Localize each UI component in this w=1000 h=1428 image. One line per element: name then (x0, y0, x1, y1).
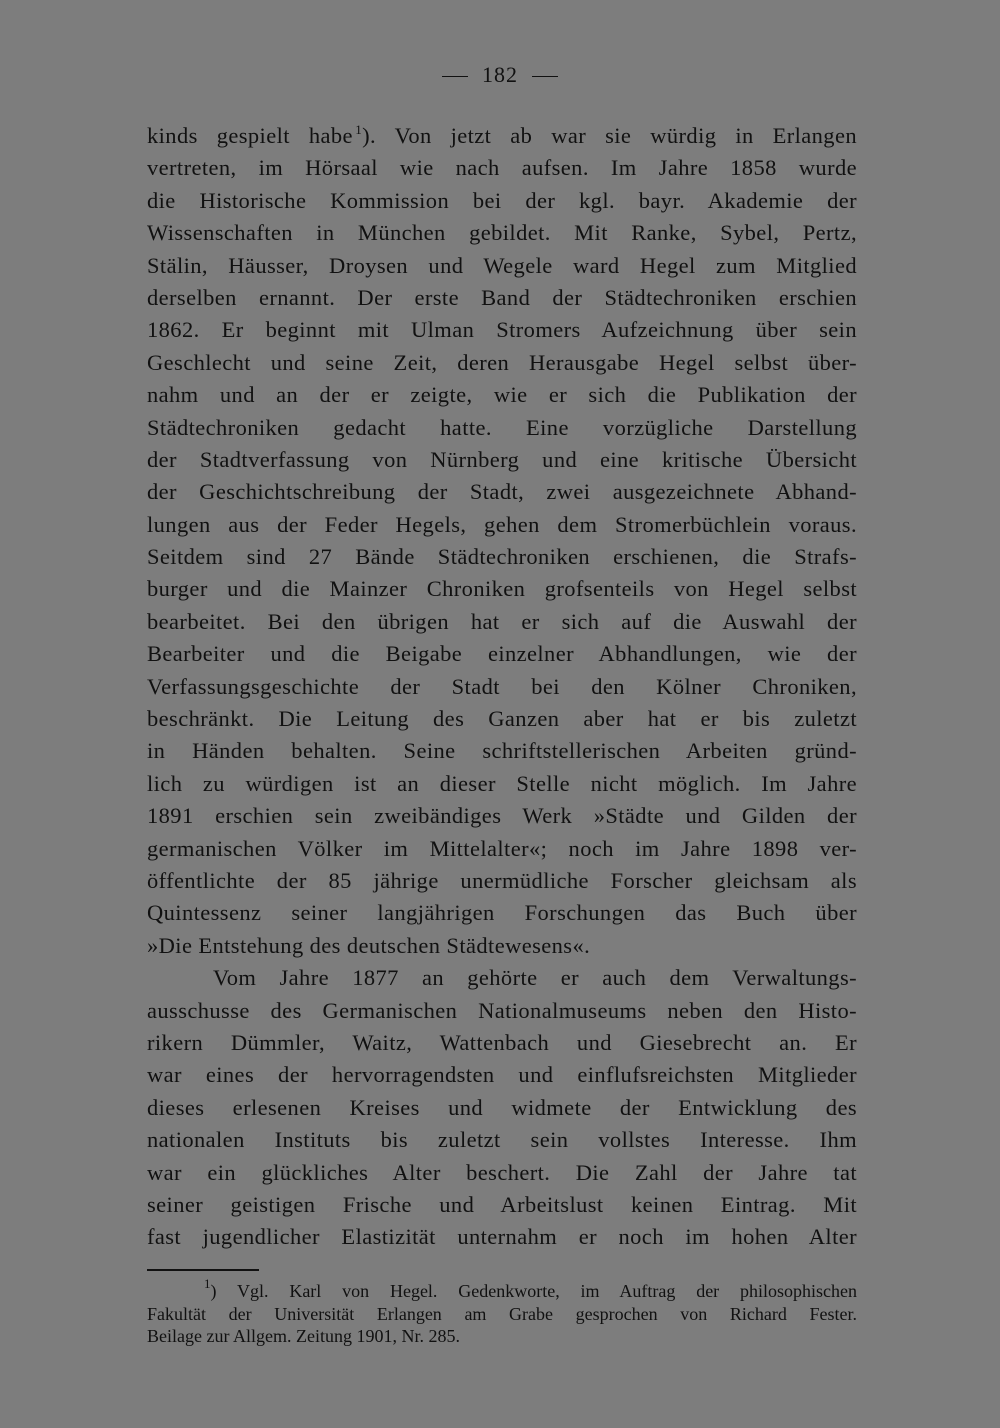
footnote-divider (147, 1269, 259, 1271)
text-line: vertreten, im Hörsaal wie nach aufsen. Im Jahre 1858 wurde (147, 155, 857, 181)
page-number-text: 182 (482, 62, 518, 87)
text-line: war eines der hervorragendsten und einflufsreichsten Mitglieder (147, 1062, 857, 1088)
text-line: nahm und an der er zeigte, wie er sich die Publikation der (147, 382, 857, 408)
text-line: Verfassungsgeschichte der Stadt bei den Kölner Chroniken, (147, 673, 857, 699)
text-line: 1891 erschien sein zweibändiges Werk »Städte und Gilden der (147, 803, 857, 829)
text-line: nationalen Instituts bis zuletzt sein vollstes Interesse. Ihm (147, 1127, 857, 1153)
footnote-marker: 1 (204, 1276, 211, 1291)
page-number-dash-right (532, 76, 558, 77)
text-line: Vom Jahre 1877 an gehörte er auch dem Verwaltungs- (213, 965, 857, 991)
page-number-dash-left (442, 76, 468, 77)
text-line: Seitdem sind 27 Bände Städtechroniken erschienen, die Strafs- (147, 544, 857, 570)
text-line: die Historische Kommission bei der kgl. bayr. Akademie der (147, 187, 857, 213)
text-line: der Stadtverfassung von Nürnberg und eine kritische Übersicht (147, 446, 857, 472)
footnote-line-text: ) Vgl. Karl von Hegel. Gedenkworte, im Auftrag der philosophischen (210, 1281, 857, 1301)
page-number (0, 62, 1000, 88)
text-line: lungen aus der Feder Hegels, gehen dem Stromerbüchlein voraus. (147, 511, 857, 537)
text-line: derselben ernannt. Der erste Band der Städtechroniken erschien (147, 284, 857, 310)
text-line: in Händen behalten. Seine schriftstellerischen Arbeiten gründ- (147, 738, 857, 764)
text-line: war ein glückliches Alter beschert. Die Zahl der Jahre tat (147, 1159, 857, 1185)
text-line: Stälin, Häusser, Droysen und Wegele ward Hegel zum Mitglied (147, 252, 857, 278)
footnote-reference: 1 (355, 122, 363, 137)
text-line: fast jugendlicher Elastizität unternahm er noch im hohen Alter (147, 1224, 857, 1250)
text-line: germanischen Völker im Mittelalter«; noch im Jahre 1898 ver- (147, 835, 857, 861)
text-line: dieses erlesenen Kreises und widmete der Entwicklung des (147, 1094, 857, 1120)
footnote-line: Fakultät der Universität Erlangen am Grabe gesprochen von Richard Fester. (147, 1303, 857, 1324)
text-line: Wissenschaften in München gebildet. Mit Ranke, Sybel, Pertz, (147, 220, 857, 246)
text-line: öffentlichte der 85 jährige unermüdliche Forscher gleichsam als (147, 867, 857, 893)
text-line: ausschusse des Germanischen Nationalmuseums neben den Histo- (147, 997, 857, 1023)
footnote (147, 1276, 857, 1348)
text-line: seiner geistigen Frische und Arbeitslust keinen Eintrag. Mit (147, 1191, 857, 1217)
text-line: burger und die Mainzer Chroniken grofsenteils von Hegel selbst (147, 576, 857, 602)
body-text (147, 120, 857, 1254)
text-line: Städtechroniken gedacht hatte. Eine vorzügliche Darstellung (147, 414, 857, 440)
text-line: rikern Dümmler, Waitz, Wattenbach und Giesebrecht an. Er (147, 1029, 857, 1055)
text-line: 1862. Er beginnt mit Ulman Stromers Aufzeichnung über sein (147, 317, 857, 343)
text-line-start: kinds gespielt habe (147, 123, 353, 148)
text-line-end: ). Von jetzt ab war sie würdig in Erlangen (362, 123, 857, 148)
footnote-line: Beilage zur Allgem. Zeitung 1901, Nr. 285. (147, 1326, 460, 1346)
text-line: lich zu würdigen ist an dieser Stelle nicht möglich. Im Jahre (147, 770, 857, 796)
text-line: Bearbeiter und die Beigabe einzelner Abhandlungen, wie der (147, 641, 857, 667)
text-line: bearbeitet. Bei den übrigen hat er sich auf die Auswahl der (147, 608, 857, 634)
footnote-line (147, 1276, 857, 1303)
text-line: »Die Entstehung des deutschen Städtewesens«. (147, 932, 591, 958)
text-line: beschränkt. Die Leitung des Ganzen aber hat er bis zuletzt (147, 706, 857, 732)
text-line (147, 120, 857, 152)
text-line: der Geschichtschreibung der Stadt, zwei ausgezeichnete Abhand- (147, 479, 857, 505)
text-line: Geschlecht und seine Zeit, deren Herausgabe Hegel selbst über- (147, 349, 857, 375)
text-line: Quintessenz seiner langjährigen Forschungen das Buch über (147, 900, 857, 926)
